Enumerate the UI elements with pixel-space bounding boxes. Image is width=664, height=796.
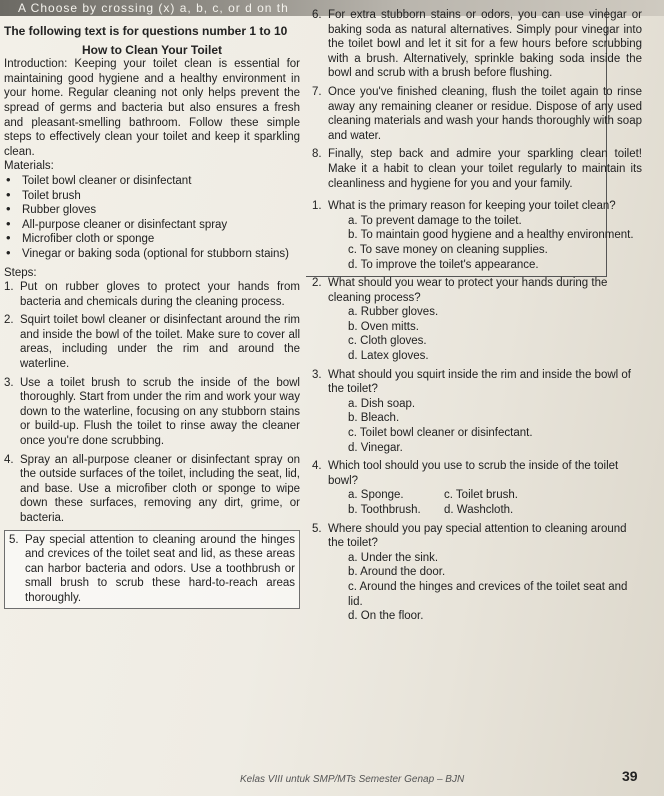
option-a[interactable]: a. Under the sink.	[348, 551, 439, 564]
materials-label: Materials:	[4, 160, 54, 173]
right-column	[312, 8, 642, 624]
option-c[interactable]: c. Cloth gloves.	[348, 335, 427, 348]
option-a[interactable]: a. Sponge.	[348, 489, 404, 502]
option-c[interactable]: c. Toilet brush.	[444, 489, 518, 502]
option-b[interactable]: b. Around the door.	[348, 566, 446, 579]
footer-text: Kelas VIII untuk SMP/MTs Semester Genap – BJN	[240, 774, 465, 785]
step-item: 8. Finally, step back and admire your sparkling clean toilet! Make it a habit to clean your toilet regularly to maintain its cleanliness and hygiene for you and your family.	[312, 148, 642, 190]
list-item: • Toilet bowl cleaner or disinfectant	[4, 174, 300, 189]
question-3: 3. What should you squirt inside the rim and inside the bowl of the toilet?	[312, 368, 631, 396]
option-a[interactable]: a. Dish soap.	[348, 397, 416, 410]
option-b[interactable]: b. Bleach.	[348, 412, 400, 425]
option-c[interactable]: c. Toilet bowl cleaner or disinfectant.	[348, 427, 533, 440]
step-item: 7. Once you've finished cleaning, flush the toilet again to rinse away any remaining cleaner or residue. Dispose of any used cleaning materials and wash your hands thoroughly with soap and water.	[312, 85, 642, 142]
options-row	[312, 503, 642, 518]
list-item: • Rubber gloves	[4, 203, 300, 218]
option-d[interactable]: d. Vinegar.	[348, 441, 403, 454]
text-title: How to Clean Your Toilet	[81, 42, 222, 57]
page-number: 39	[622, 768, 638, 784]
list-item: • All-purpose cleaner or disinfectant spray	[4, 218, 300, 233]
option-b[interactable]: b. Oven mitts.	[348, 320, 419, 333]
option-b[interactable]: b. Toothbrush.	[348, 504, 421, 516]
question-2: 2. What should you wear to protect your hands during the cleaning process?	[312, 277, 608, 304]
step-item: 3. Use a toilet brush to scrub the inside of the bowl thoroughly. Start from under the rim and work your way down to the waterline, focusing on any stubborn stains or build-up. Flush the toilet to rinse away the cleaner once you're done scrubbing.	[4, 376, 300, 448]
step-item-highlighted: 5. Pay special attention to cleaning around the hinges and crevices of the toilet seat and lid, as these areas can harbor bacteria and odors. Use a toothbrush or small brush to scrub these hard-to-reach areas thoroughly.	[4, 530, 300, 609]
option-c[interactable]: c. Around the hinges and crevices of the toilet seat and lid.	[348, 580, 628, 608]
step-item: 1. Put on rubber gloves to protect your hands from bacteria and chemicals during the cleaning process.	[4, 281, 300, 308]
list-item: • Vinegar or baking soda (optional for stubborn stains)	[4, 247, 300, 262]
option-d[interactable]: d. Washcloth.	[444, 504, 514, 516]
list-item: • Microfiber cloth or sponge	[4, 232, 300, 247]
steps-label: Steps:	[4, 266, 37, 279]
lead-text: The following text is for questions number 1 to 10	[4, 24, 288, 38]
question-4: 4. Which tool should you use to scrub the inside of the toilet bowl?	[312, 460, 619, 487]
question-1: 1. What is the primary reason for keeping your toilet clean?	[312, 200, 616, 213]
step-item: 2. Squirt toilet bowl cleaner or disinfectant around the rim and inside the bowl of the toilet. Make sure to cover all areas, including under the rim and around the waterline.	[4, 314, 300, 371]
left-column	[4, 24, 300, 609]
option-d[interactable]: d. Latex gloves.	[348, 350, 429, 363]
step-item: 6. For extra stubborn stains or odors, you can use vinegar or baking soda as natural alternatives. Simply pour vinegar into the toilet bowl and let it sit for a few hours before scrubbing with a brush. Alternatively, sprinkle baking soda inside the bowl and scrub with a brush before flushing.	[312, 9, 642, 80]
instruction-header: A Choose by crossing (x) a, b, c, or d on th	[18, 1, 289, 15]
option-a[interactable]: a. Rubber gloves.	[348, 306, 439, 319]
option-d[interactable]: d. On the floor.	[348, 610, 424, 623]
option-c[interactable]: c. To save money on cleaning supplies.	[348, 243, 548, 256]
option-d[interactable]: d. To improve the toilet's appearance.	[348, 258, 539, 271]
option-b[interactable]: b. To maintain good hygiene and a healthy environment.	[348, 229, 634, 242]
options-row	[312, 488, 642, 503]
intro-paragraph: Introduction: Keeping your toilet clean is essential for maintaining good hygiene and a healthy environment in your home. Regular cleaning not only helps prevent the spread of germs and bacteria but also ensures a fresh and pleasant-smelling bathroom. Follow these simple steps to effectively clean your toilet and keep it sparkling clean.	[4, 58, 300, 158]
list-item: • Toilet brush	[4, 189, 300, 204]
option-a[interactable]: a. To prevent damage to the toilet.	[348, 214, 522, 227]
step-item: 4. Spray an all-purpose cleaner or disinfectant spray on the outside surfaces of the toilet, including the seat, lid, and base. Use a microfiber cloth or sponge to wipe down these surfaces, removing any dirt, grime, or bacteria.	[4, 453, 300, 524]
materials-list	[4, 174, 300, 262]
question-5: 5. Where should you pay special attention to cleaning around the toilet?	[312, 522, 627, 550]
